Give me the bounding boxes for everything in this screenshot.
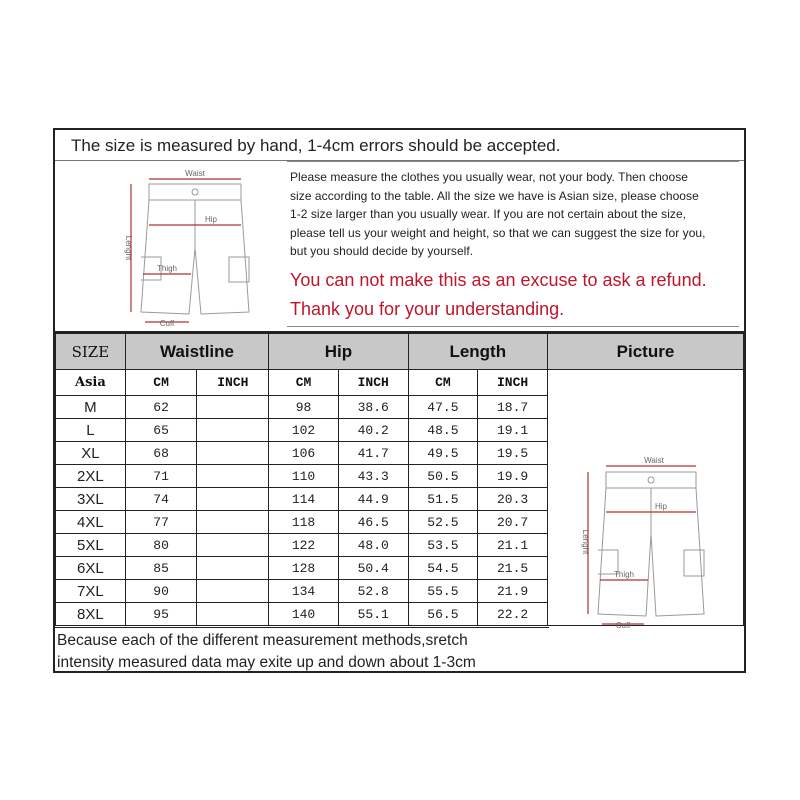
disclaimer-line: Because each of the different measurement methods,sretch [57,632,468,649]
hip-inch-cell: 50.4 [338,557,408,580]
shorts-diagram-top [91,162,287,328]
hip-cm-cell: 98 [269,396,339,419]
size-chart-sheet [53,128,746,673]
cm-subheader: CM [408,370,478,396]
hip-inch-cell: 55.1 [338,603,408,626]
length-inch-cell: 21.1 [478,534,548,557]
length-cm-cell: 52.5 [408,511,478,534]
waist-inch-cell [197,580,269,603]
waist-cm-cell: 65 [125,419,197,442]
length-inch-cell: 19.9 [478,465,548,488]
size-cell: 6XL [56,557,126,580]
hip-cm-cell: 114 [269,488,339,511]
size-cell: L [56,419,126,442]
length-inch-cell: 21.5 [478,557,548,580]
divider [287,161,739,162]
size-cell: 4XL [56,511,126,534]
hip-cm-cell: 102 [269,419,339,442]
waist-cm-cell: 71 [125,465,197,488]
length-cm-cell: 47.5 [408,396,478,419]
hip-cm-cell: 134 [269,580,339,603]
hip-inch-cell: 41.7 [338,442,408,465]
length-header: Length [408,334,547,370]
hip-inch-cell: 38.6 [338,396,408,419]
inch-subheader: INCH [197,370,269,396]
hip-cm-cell: 106 [269,442,339,465]
length-inch-cell: 18.7 [478,396,548,419]
size-cell: M [56,396,126,419]
length-inch-cell: 21.9 [478,580,548,603]
waist-cm-cell: 80 [125,534,197,557]
waist-inch-cell [197,419,269,442]
waist-inch-cell [197,488,269,511]
divider [55,627,549,628]
hip-label: Hip [654,502,668,511]
thigh-label: Thigh [613,570,635,579]
waist-inch-cell [197,603,269,626]
length-cm-cell: 54.5 [408,557,478,580]
refund-warning: You can not make this as an excuse to ask a refund. [290,270,707,290]
length-inch-cell: 20.3 [478,488,548,511]
size-header: SIZE [56,334,126,370]
waist-cm-cell: 68 [125,442,197,465]
waist-inch-cell [197,465,269,488]
hip-inch-cell: 44.9 [338,488,408,511]
waist-cm-cell: 62 [125,396,197,419]
instruction-line: Please measure the clothes you usually wear, not your body. Then choose [290,170,689,184]
length-cm-cell: 49.5 [408,442,478,465]
hip-inch-cell: 40.2 [338,419,408,442]
waist-inch-cell [197,511,269,534]
thanks-note: Thank you for your understanding. [290,299,565,319]
header-row [56,334,744,370]
waist-cm-cell: 77 [125,511,197,534]
cuff-label: Cuff [159,319,175,328]
measurement-note: The size is measured by hand, 1-4cm errors should be accepted. [71,136,561,155]
size-cell: 2XL [56,465,126,488]
size-cell: XL [56,442,126,465]
hip-inch-cell: 52.8 [338,580,408,603]
length-cm-cell: 53.5 [408,534,478,557]
cm-subheader: CM [125,370,197,396]
cm-subheader: CM [269,370,339,396]
waist-inch-cell [197,557,269,580]
waist-cm-cell: 95 [125,603,197,626]
inch-subheader: INCH [338,370,408,396]
disclaimer-line: intensity measured data may exite up and down about 1-3cm [57,654,476,671]
inch-subheader: INCH [478,370,548,396]
hip-cm-cell: 118 [269,511,339,534]
length-cm-cell: 55.5 [408,580,478,603]
length-cm-cell: 51.5 [408,488,478,511]
hip-inch-cell: 48.0 [338,534,408,557]
waist-inch-cell [197,396,269,419]
waist-cm-cell: 90 [125,580,197,603]
instruction-line: please tell us your weight and height, so that we can suggest the size for you, [290,225,706,240]
waist-label: Waist [185,169,205,178]
measurement-disclaimer [57,630,547,674]
length-cm-cell: 48.5 [408,419,478,442]
size-instructions [290,168,730,261]
cuff-label: Cuff [615,621,631,630]
length-label: Lenght [124,235,133,261]
hip-inch-cell: 43.3 [338,465,408,488]
length-cm-cell: 56.5 [408,603,478,626]
instruction-line: 1-2 size larger than you usually wear. If you are not certain about the size, [290,207,687,222]
instruction-line: size according to the table. All the size we have is Asian size, please choose [290,188,699,203]
hip-cm-cell: 122 [269,534,339,557]
waist-cm-cell: 85 [125,557,197,580]
hip-cm-cell: 140 [269,603,339,626]
length-label: Lenght [581,529,590,555]
hip-cm-cell: 128 [269,557,339,580]
shorts-diagram-picture [576,454,726,630]
waist-inch-cell [197,534,269,557]
divider [287,326,739,327]
length-inch-cell: 22.2 [478,603,548,626]
asia-subheader: Asia [56,370,126,396]
picture-header: Picture [547,334,743,370]
length-cm-cell: 50.5 [408,465,478,488]
waist-label: Waist [644,456,664,465]
thigh-label: Thigh [156,264,178,273]
waistline-header: Waistline [125,334,268,370]
subheader-row [56,370,744,396]
hip-label: Hip [204,215,218,224]
instruction-line: but you should decide by yourself. [290,244,474,259]
hip-cm-cell: 110 [269,465,339,488]
size-cell: 8XL [56,603,126,626]
length-inch-cell: 19.1 [478,419,548,442]
size-cell: 5XL [56,534,126,557]
size-cell: 3XL [56,488,126,511]
length-inch-cell: 20.7 [478,511,548,534]
hip-inch-cell: 46.5 [338,511,408,534]
size-cell: 7XL [56,580,126,603]
waist-cm-cell: 74 [125,488,197,511]
length-inch-cell: 19.5 [478,442,548,465]
hip-header: Hip [269,334,408,370]
waist-inch-cell [197,442,269,465]
